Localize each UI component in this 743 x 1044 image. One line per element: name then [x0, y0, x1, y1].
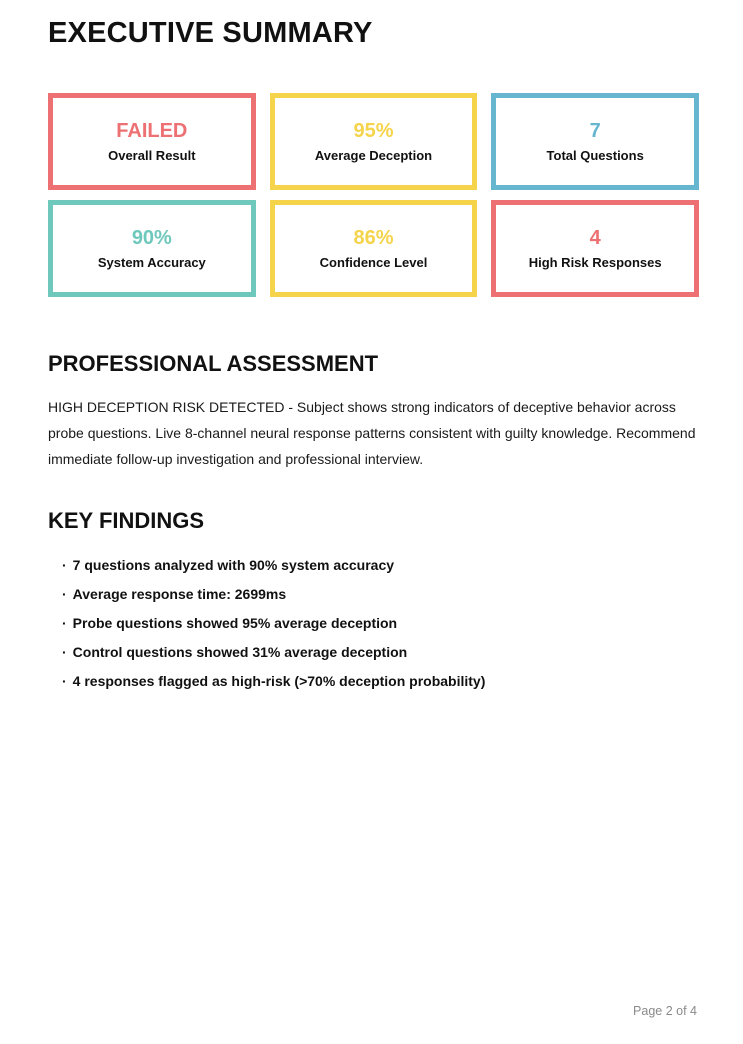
bullet-dot: ·: [62, 672, 67, 689]
metric-card-total-questions: [491, 93, 699, 190]
bullet-dot: ·: [62, 585, 67, 602]
metric-value: 4: [589, 226, 601, 249]
key-finding-item: [62, 672, 699, 690]
key-findings-heading: KEY FINDINGS: [48, 507, 205, 533]
metric-value: 90%: [131, 226, 172, 249]
key-findings-list: [48, 556, 699, 690]
report-page: [48, 0, 699, 701]
metric-card-high-risk-responses: [491, 200, 699, 297]
metric-cards-grid: [48, 93, 699, 297]
key-finding-item: [62, 614, 699, 632]
key-findings-section: [48, 508, 699, 690]
metric-value: 95%: [353, 119, 394, 142]
professional-assessment-body: HIGH DECEPTION RISK DETECTED - Subject shows strong indicators of deceptive behavior across probe questions. Live 8-channel neural response patterns consistent with guilty knowledge. Recommend immediate follow-up investigation and professional interview.: [48, 398, 696, 467]
bullet-dot: ·: [62, 556, 67, 573]
metric-value: 86%: [353, 226, 394, 249]
key-finding-text: Probe questions showed 95% average deception: [72, 614, 398, 631]
key-finding-item: [62, 643, 699, 661]
metric-card-confidence-level: [270, 200, 478, 297]
key-finding-item: [62, 585, 699, 603]
page-number: Page 2 of 4: [633, 1004, 697, 1018]
metric-label: High Risk Responses: [528, 254, 662, 270]
key-finding-item: [62, 556, 699, 574]
metric-value: FAILED: [116, 119, 188, 142]
metric-value: 7: [589, 119, 601, 142]
metric-card-system-accuracy: [48, 200, 256, 297]
metric-label: Overall Result: [108, 147, 196, 163]
key-finding-text: Control questions showed 31% average deception: [72, 643, 408, 660]
bullet-dot: ·: [62, 643, 67, 660]
metric-card-average-deception: [270, 93, 478, 190]
professional-assessment-heading: PROFESSIONAL ASSESSMENT: [48, 350, 379, 376]
metric-label: System Accuracy: [97, 254, 206, 270]
metric-label: Confidence Level: [319, 254, 428, 270]
metric-label: Average Deception: [314, 147, 433, 163]
metric-label: Total Questions: [546, 147, 644, 163]
bullet-dot: ·: [62, 614, 67, 631]
key-finding-text: 7 questions analyzed with 90% system accuracy: [72, 556, 395, 573]
professional-assessment-section: [48, 351, 699, 472]
key-finding-text: Average response time: 2699ms: [72, 585, 287, 602]
metric-card-overall-result: [48, 93, 256, 190]
page-title: EXECUTIVE SUMMARY: [48, 17, 373, 49]
key-finding-text: 4 responses flagged as high-risk (>70% deception probability): [72, 672, 486, 689]
